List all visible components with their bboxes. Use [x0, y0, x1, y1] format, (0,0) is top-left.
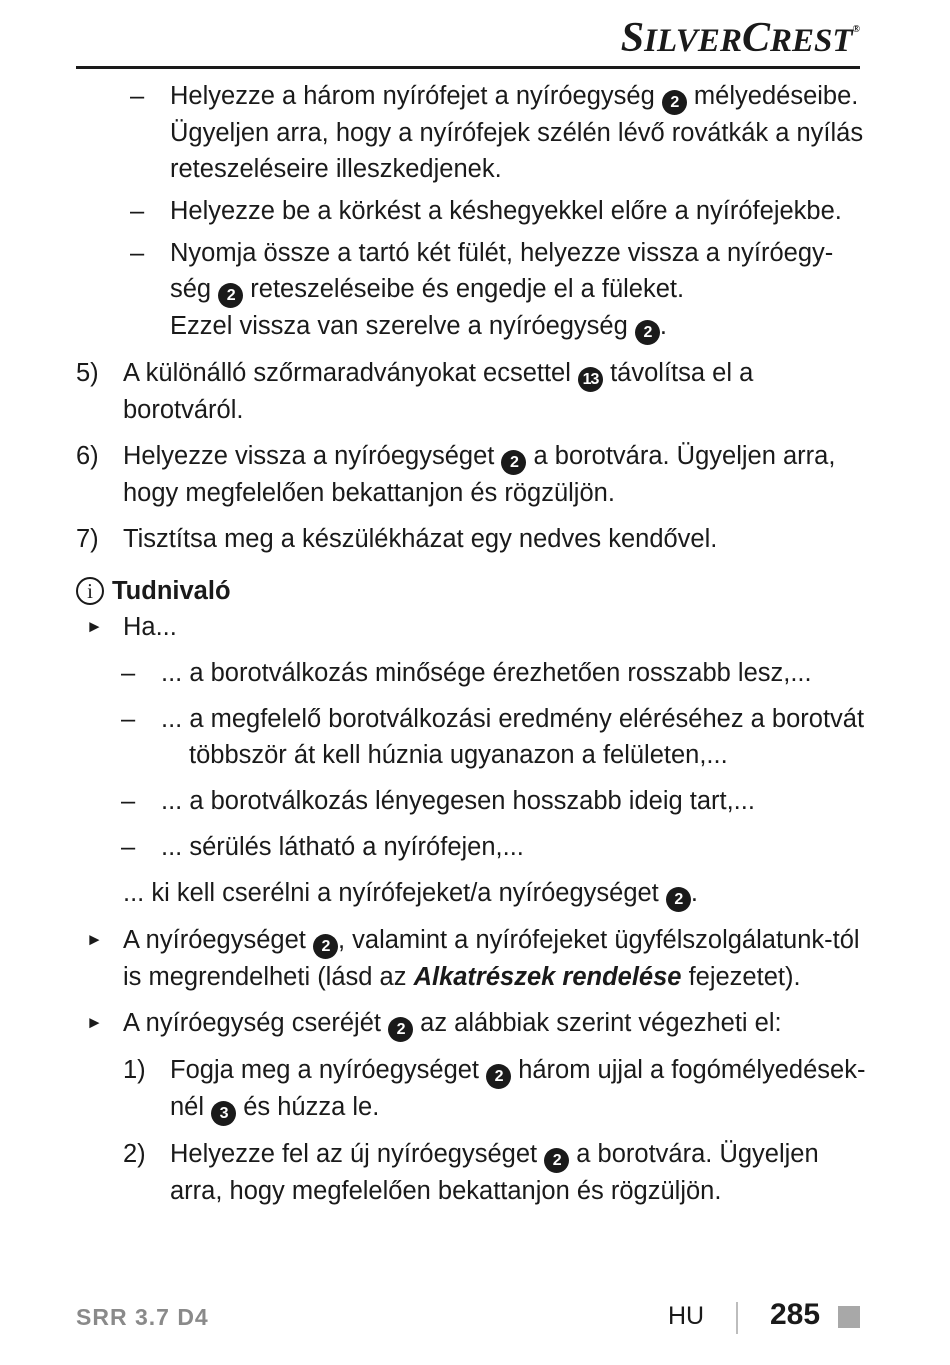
footer-divider — [736, 1302, 738, 1334]
note-sub-item: – ... a borotválkozás minősége érezhetően rosszabb lesz,... — [121, 659, 812, 687]
note-heading — [76, 573, 872, 609]
step-dash-item: – Helyezze a három nyírófejet a nyíróegység 2 mélyedéseibe. Ügyeljen arra, hogy a nyírófejek szélén lévő rovátkák a nyílás reteszeléseire illeszkedjenek. — [130, 82, 864, 183]
triangle-bullet-icon: ► — [86, 930, 103, 949]
part-badge-2: 2 — [666, 887, 691, 912]
step-dash-item: – Helyezze be a körkést a késhegyekkel előre a nyírófejekbe. — [130, 197, 842, 225]
note-sub-item: – ... a megfelelő borotválkozási eredmény eléréséhez a borotvát többször át kell húznia ugyanazon a felületen,... — [121, 705, 865, 769]
note-title: Tudnivaló — [112, 577, 231, 605]
part-badge-13: 13 — [578, 367, 603, 392]
header-rule — [76, 66, 860, 69]
footer-square-icon — [838, 1306, 860, 1328]
part-badge-2: 2 — [313, 934, 338, 959]
replacement-step-2: 2) Helyezze fel az új nyíróegységet 2 a borotvára. Ügyeljen arra, hogy megfelelően bekattanjon és rögzüljön. — [123, 1140, 819, 1205]
numbered-step-6: 6) Helyezze vissza a nyíróegységet 2 a borotvára. Ügyeljen arra, hogy megfelelően bekattanjon és rögzüljön. — [76, 442, 836, 507]
replacement-step-1: 1) Fogja meg a nyíróegységet 2 három ujjal a fogómélyedések-nél 3 és húzza le. — [76, 1052, 872, 1126]
part-badge-3: 3 — [211, 1101, 236, 1126]
model-number: SRR 3.7 D4 — [76, 1304, 209, 1330]
triangle-bullet-icon: ► — [86, 617, 103, 636]
part-badge-2: 2 — [218, 283, 243, 308]
note-sub-item: – ... a borotválkozás lényegesen hosszabb ideig tart,... — [121, 787, 755, 815]
part-badge-2: 2 — [388, 1017, 413, 1042]
page-number: 285 — [770, 1298, 821, 1331]
step-dash-item: – Nyomja össze a tartó két fülét, helyezze vissza a nyíróegy-ség 2 reteszeléseibe és engedje el a füleket. Ezzel vissza van szerelve a nyíróegység 2 . — [76, 235, 872, 345]
numbered-step-7: 7) Tisztítsa meg a készülékházat egy nedves kendővel. — [76, 525, 718, 553]
triangle-bullet-icon: ► — [86, 1013, 103, 1032]
note-bullet: ► A nyíróegységet 2 , valamint a nyírófejeket ügyfélszolgálatunk-tól is megrendelheti (lásd az Alkatrészek rendelése fejezetet). — [76, 922, 872, 995]
note-bullet: ► A nyíróegység cseréjét 2 az alábbiak szerint végezheti el: — [76, 1005, 872, 1042]
numbered-step-5: 5) A különálló szőrmaradványokat ecsettel 13 távolítsa el a borotváról. — [76, 359, 754, 424]
part-badge-2: 2 — [662, 90, 687, 115]
part-badge-2: 2 — [486, 1064, 511, 1089]
note-sub-item: – ... sérülés látható a nyírófejen,... — [121, 833, 524, 861]
silvercrest-logo: SILVERCREST® — [620, 15, 860, 61]
language-code: HU — [668, 1302, 705, 1330]
note-conclusion: ... ki kell cserélni a nyírófejeket/a nyíróegységet 2 . — [76, 875, 872, 912]
part-badge-2: 2 — [501, 450, 526, 475]
part-badge-2: 2 — [635, 320, 660, 345]
part-badge-2: 2 — [544, 1148, 569, 1173]
manual-content — [76, 78, 872, 1209]
note-bullet: ► Ha... — [76, 609, 872, 645]
info-icon: i — [76, 577, 104, 605]
